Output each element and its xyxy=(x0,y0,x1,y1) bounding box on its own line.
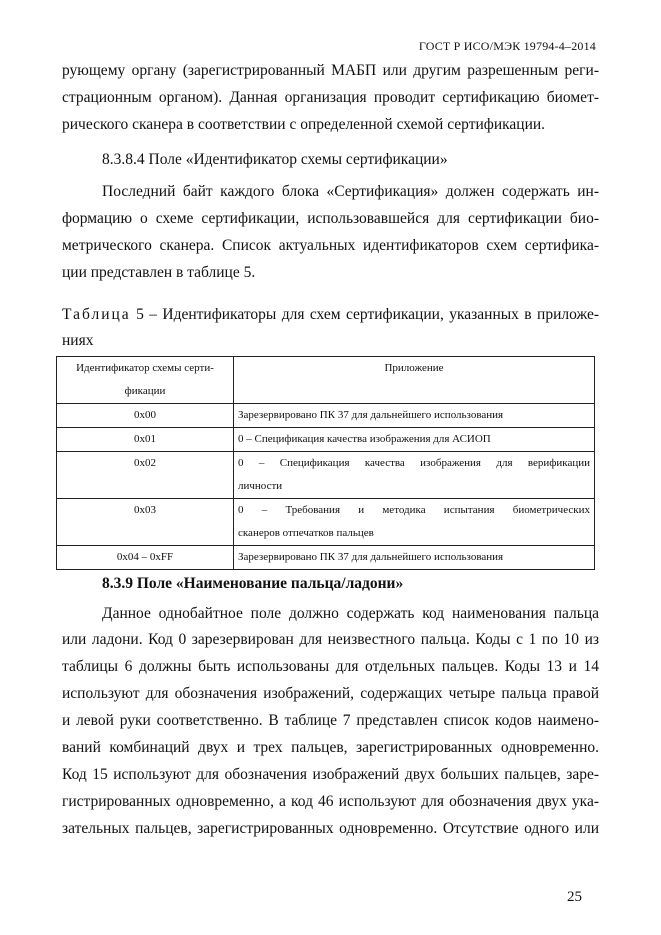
para1-line-3: рического сканера в соответствии с определенной схемой сертификации. xyxy=(62,116,546,133)
row-desc-line: Зарезервировано ПК 37 для дальнейшего использования xyxy=(238,409,504,421)
para3-line-8: гистрированных одновременно, а код 46 используют для обозначения двух ука- xyxy=(62,793,599,810)
section-8-3-9-heading: 8.3.9 Поле «Наименование пальца/ладони» xyxy=(102,575,404,592)
certification-scheme-table xyxy=(56,356,595,570)
row-desc-cell xyxy=(234,452,595,499)
header-cell-appendix xyxy=(234,357,595,404)
table-row xyxy=(57,428,595,452)
para3-line-2: или ладони. Код 0 зарезервирован для неизвестного пальца. Коды с 1 по 10 из xyxy=(62,631,599,648)
row-desc-cell xyxy=(234,428,595,452)
table-caption-text: 5 – Идентификаторы для схем сертификации, указанных в приложе- xyxy=(136,306,600,323)
para1-line-2: страционным органом). Данная организация проводит сертификацию биомет- xyxy=(62,89,599,106)
para3-line-6: ваний комбинаций двух и трех пальцев, зарегистрированных одновременно. xyxy=(62,739,599,756)
table-row xyxy=(57,546,595,570)
table-row xyxy=(57,404,595,428)
para3-line-1: Данное однобайтное поле должно содержать код наименования пальца xyxy=(102,605,599,622)
row-id-cell: 0x03 xyxy=(57,499,234,546)
header-cell-identifier xyxy=(57,357,234,404)
para2-line-1: Последний байт каждого блока «Сертификация» должен содержать ин- xyxy=(102,183,599,200)
row-desc-line: Зарезервировано ПК 37 для дальнейшего использования xyxy=(238,551,504,563)
row-desc-cell xyxy=(234,546,595,570)
para3-line-4: используют для обозначения изображений, содержащих четыре пальца правой xyxy=(62,685,599,702)
row-desc-line: 0 – Спецификация качества изображения для АСИОП xyxy=(238,433,491,445)
para3-line-9: зательных пальцев, зарегистрированных одновременно. Отсутствие одного или xyxy=(62,820,599,837)
header-identifier-line-1: Идентификатор схемы серти- xyxy=(76,362,214,374)
row-id-cell: 0x04 – 0xFF xyxy=(57,546,234,570)
table-caption-label: Таблица xyxy=(62,306,131,323)
row-id-cell: 0x02 xyxy=(57,452,234,499)
para3-line-5: и левой руки соответственно. В таблице 7 представлен список кодов наимено- xyxy=(62,712,599,729)
para1-line-1: рующему органу (зарегистрированный МАБП или другим разрешенным реги- xyxy=(62,62,599,79)
standard-header: ГОСТ Р ИСО/МЭК 19794-4–2014 xyxy=(418,39,596,53)
para3-line-3: таблицы 6 должны быть использованы для отдельных пальцев. Коды 13 и 14 xyxy=(62,658,599,675)
row-desc-cell xyxy=(234,499,595,546)
table-row xyxy=(57,499,595,546)
row-desc-line: 0 – Спецификация качества изображения для верификации xyxy=(238,457,590,469)
para3-line-7: Код 15 используют для обозначения изображений двух больших пальцев, заре- xyxy=(62,766,599,783)
row-desc-cell xyxy=(234,404,595,428)
section-8-3-8-4-heading: 8.3.8.4 Поле «Идентификатор схемы сертификации» xyxy=(102,151,448,168)
table-caption-line-1 xyxy=(62,305,599,325)
para2-line-3: метрического сканера. Список актуальных идентификаторов схем сертифика- xyxy=(62,237,599,254)
para2-line-2: формацию о схеме сертификации, использовавшейся для сертификации био- xyxy=(62,210,599,227)
row-desc-line: 0 – Требования и методика испытания биометрических xyxy=(238,504,590,516)
table-header-row xyxy=(57,357,595,404)
row-desc-line: сканеров отпечатков пальцев xyxy=(238,527,374,539)
row-id-cell: 0x01 xyxy=(57,428,234,452)
header-appendix-label: Приложение xyxy=(384,362,444,374)
row-desc-line: личности xyxy=(238,480,283,492)
table-row xyxy=(57,452,595,499)
row-id-cell: 0x00 xyxy=(57,404,234,428)
table-caption-line-2: ниях xyxy=(62,332,94,349)
header-identifier-line-2: фикации xyxy=(124,385,166,397)
page-number: 25 xyxy=(567,889,582,905)
para2-line-4: ции представлен в таблице 5. xyxy=(62,264,256,281)
